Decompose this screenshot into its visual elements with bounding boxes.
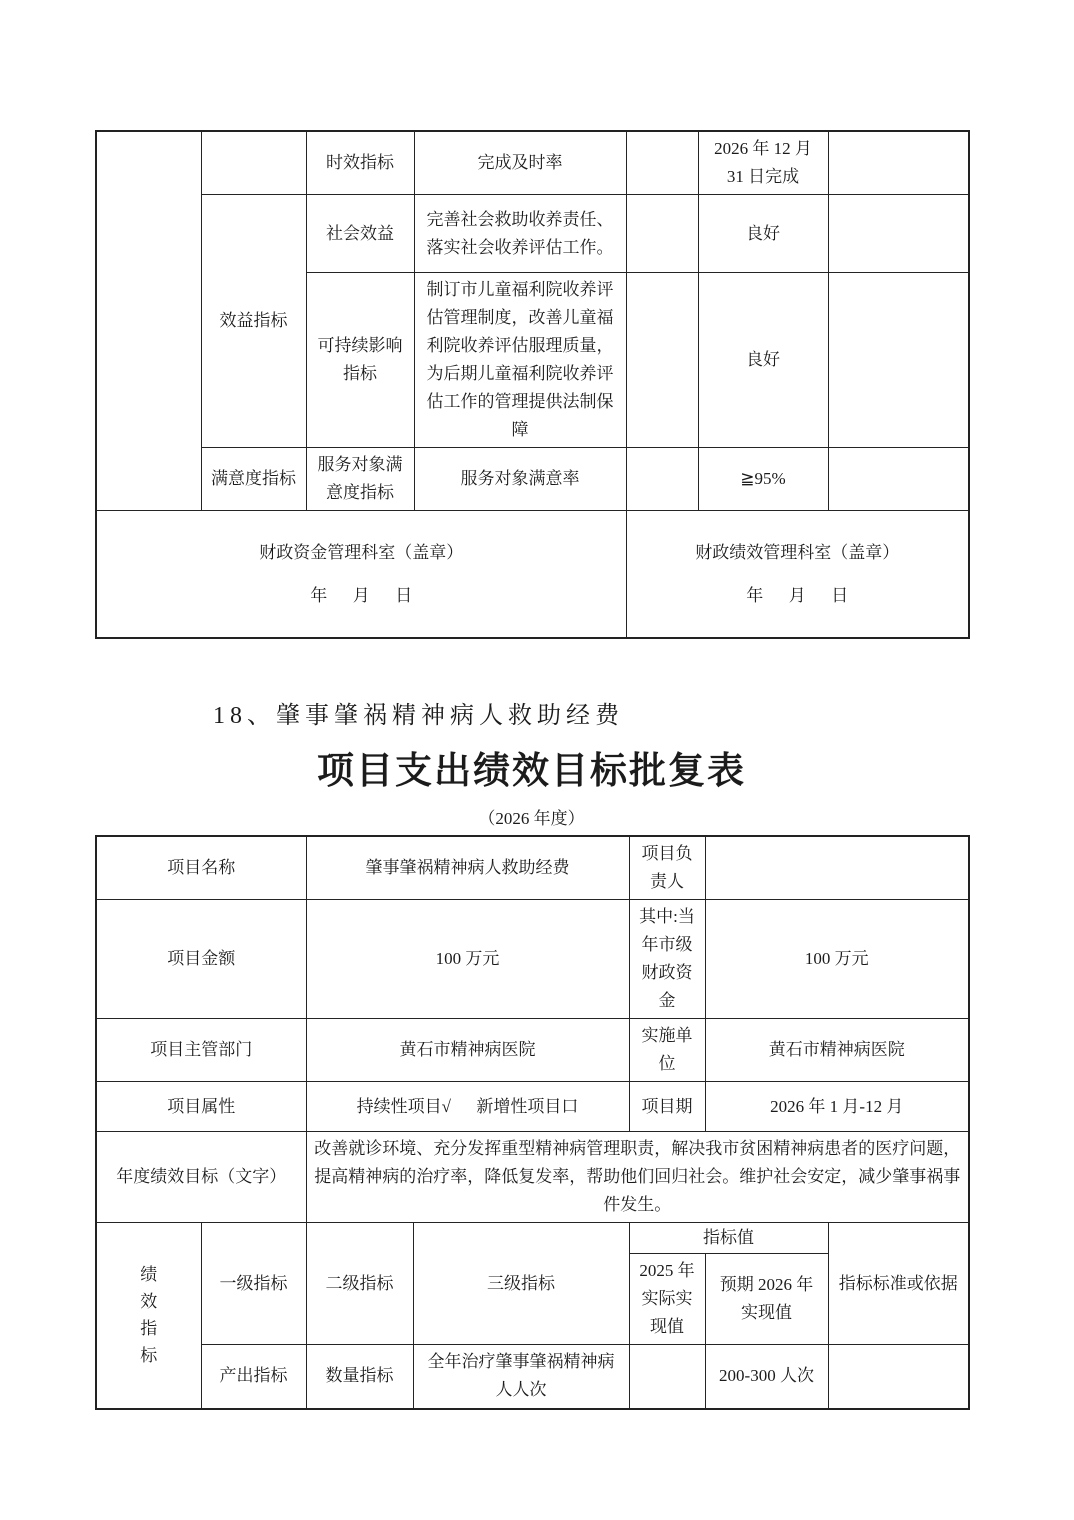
t1-level1-satisfaction: 满意度指标 <box>201 448 306 511</box>
t1-2025-satisfaction <box>626 448 698 511</box>
t2-period-value: 2026 年 1 月-12 月 <box>705 1082 969 1132</box>
t1-2026-social: 良好 <box>698 195 828 273</box>
t2-attribute-value: 持续性项目√ 新增性项目口 <box>306 1082 629 1132</box>
t1-2026-timeliness: 2026 年 12 月 31 日完成 <box>698 131 828 195</box>
t1-signature-left-cell <box>96 511 626 638</box>
t2-amount-label: 项目金额 <box>96 899 306 1018</box>
t2-header-level1: 一级指标 <box>201 1223 306 1345</box>
t2-attribute-label: 项目属性 <box>96 1082 306 1132</box>
t2-annual-goal-label: 年度绩效目标（文字） <box>96 1132 306 1223</box>
t2-output-level1: 产出指标 <box>201 1345 306 1409</box>
t1-level2-social: 社会效益 <box>306 195 414 273</box>
page-top-margin <box>0 0 1074 130</box>
t2-output-2026: 200-300 人次 <box>705 1345 828 1409</box>
t1-standard-timeliness <box>828 131 969 195</box>
t2-header-2026: 预期 2026 年实现值 <box>705 1254 828 1345</box>
t2-output-standard <box>828 1345 969 1409</box>
t2-perf-vertical-header <box>96 1223 201 1409</box>
t2-project-name-value: 肇事肇祸精神病人救助经费 <box>306 836 629 900</box>
t2-city-funds-label: 其中:当年市级财政资金 <box>629 899 705 1018</box>
signature-left-title: 财政资金管理科室（盖章） <box>259 542 464 562</box>
t2-annual-goal-value: 改善就诊环境、充分发挥重型精神病管理职责，解决我市贫困精神病患者的医疗问题，提高精神病的治疗率，降低复发率，帮助他们回归社会。维护社会安定，减少肇事祸事件发生。 <box>306 1132 969 1223</box>
t2-header-level2: 二级指标 <box>306 1223 413 1345</box>
t2-project-leader-value <box>705 836 969 900</box>
t1-2026-satisfaction: ≧95% <box>698 448 828 511</box>
t1-level1-empty <box>201 131 306 195</box>
t1-level2-timeliness: 时效指标 <box>306 131 414 195</box>
t2-implementing-unit-label: 实施单位 <box>629 1018 705 1081</box>
t2-city-funds-value: 100 万元 <box>705 899 969 1018</box>
perf-vertical-text: 绩效指标 <box>140 1265 158 1366</box>
t1-standard-satisfaction <box>828 448 969 511</box>
t1-2025-sustainability <box>626 273 698 448</box>
t1-signature-right-cell <box>626 511 969 638</box>
t2-header-level3: 三级指标 <box>413 1223 629 1345</box>
signature-right-title: 财政绩效管理科室（盖章） <box>695 542 900 562</box>
item-heading: 18、肇事肇祸精神病人救助经费 <box>213 702 624 729</box>
t1-level3-sustainability: 制订市儿童福利院收养评估管理制度，改善儿童福利院收养评估服理质量，为后期儿童福利院收养评估工作的管理提供法制保障 <box>414 273 626 448</box>
t1-2026-sustainability: 良好 <box>698 273 828 448</box>
t1-level2-satisfaction: 服务对象满意度指标 <box>306 448 414 511</box>
t2-header-value-group: 指标值 <box>629 1223 828 1254</box>
t2-department-value: 黄石市精神病医院 <box>306 1018 629 1081</box>
t1-2025-timeliness <box>626 131 698 195</box>
t1-standard-sustainability <box>828 273 969 448</box>
t1-level3-social: 完善社会救助收养责任、落实社会收养评估工作。 <box>414 195 626 273</box>
t2-output-2025 <box>629 1345 705 1409</box>
t2-output-level2: 数量指标 <box>306 1345 413 1409</box>
t1-level1-benefit: 效益指标 <box>201 195 306 448</box>
t1-group-cell-empty <box>96 131 201 511</box>
t1-level3-timeliness: 完成及时率 <box>414 131 626 195</box>
t1-level3-satisfaction: 服务对象满意率 <box>414 448 626 511</box>
t2-header-2025: 2025 年实际实现值 <box>629 1254 705 1345</box>
t2-amount-value: 100 万元 <box>306 899 629 1018</box>
t2-period-label: 项目期 <box>629 1082 705 1132</box>
signature-left-date: 年 月 日 <box>310 585 413 605</box>
approval-table <box>95 835 970 1410</box>
t2-header-standard: 指标标准或依据 <box>828 1223 969 1345</box>
page-title: 项目支出绩效目标批复表 <box>317 750 746 792</box>
t2-implementing-unit-value: 黄石市精神病医院 <box>705 1018 969 1081</box>
t1-2025-social <box>626 195 698 273</box>
t1-level2-sustainability: 可持续影响指标 <box>306 273 414 448</box>
t2-output-level3: 全年治疗肇事肇祸精神病人人次 <box>413 1345 629 1409</box>
t2-project-name-label: 项目名称 <box>96 836 306 900</box>
performance-table-continuation <box>95 130 970 639</box>
signature-right-date: 年 月 日 <box>746 585 849 605</box>
t2-department-label: 项目主管部门 <box>96 1018 306 1081</box>
t2-project-leader-label: 项目负责人 <box>629 836 705 900</box>
t1-standard-social <box>828 195 969 273</box>
page-subtitle: （2026 年度） <box>478 808 585 828</box>
